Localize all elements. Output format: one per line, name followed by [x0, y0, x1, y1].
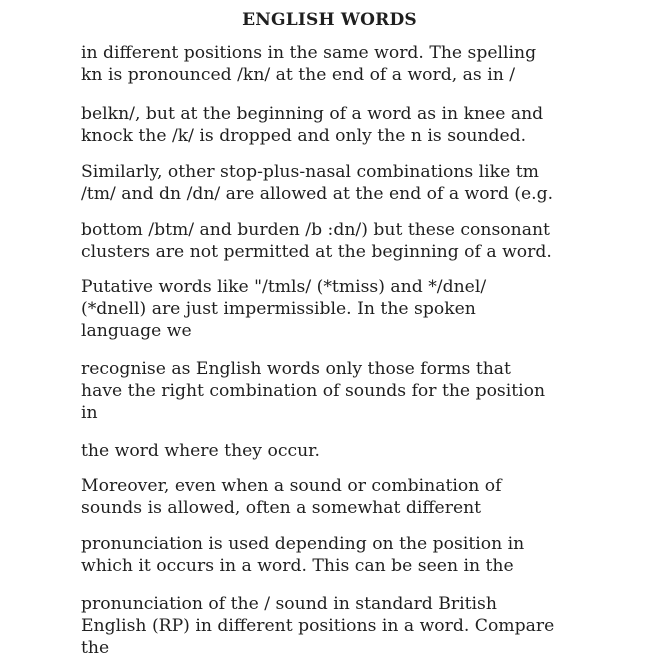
paragraph-10: pronunciation of the / sound in standard British English (RP) in different positions in a word. Compare the — [81, 594, 555, 658]
page-title: ENGLISH WORDS — [242, 10, 417, 30]
paragraph-5: Putative words like "/tmls/ (*tmiss) and */dnel/ (*dnell) are just impermissible. In the spoken language we — [81, 277, 487, 341]
paragraph-3: Similarly, other stop-plus-nasal combinations like tm /tm/ and dn /dn/ are allowed at the end of a word (e.g. — [81, 162, 554, 204]
paragraph-2: belkn/, but at the beginning of a word as in knee and knock the /k/ is dropped and only the n is sounded. — [81, 104, 544, 146]
paragraph-6: recognise as English words only those forms that have the right combination of sounds for the position in — [81, 359, 546, 423]
paragraph-1: in different positions in the same word. The spelling kn is pronounced /kn/ at the end of a word, as in / — [81, 43, 537, 85]
paragraph-9: pronunciation is used depending on the position in which it occurs in a word. This can be seen in the — [81, 534, 525, 576]
paragraph-4: bottom /btm/ and burden /b :dn/) but these consonant clusters are not permitted at the beginning of a word. — [81, 220, 552, 262]
paragraph-7: the word where they occur. — [81, 441, 320, 461]
paragraph-8: Moreover, even when a sound or combination of sounds is allowed, often a somewhat different — [81, 476, 502, 518]
